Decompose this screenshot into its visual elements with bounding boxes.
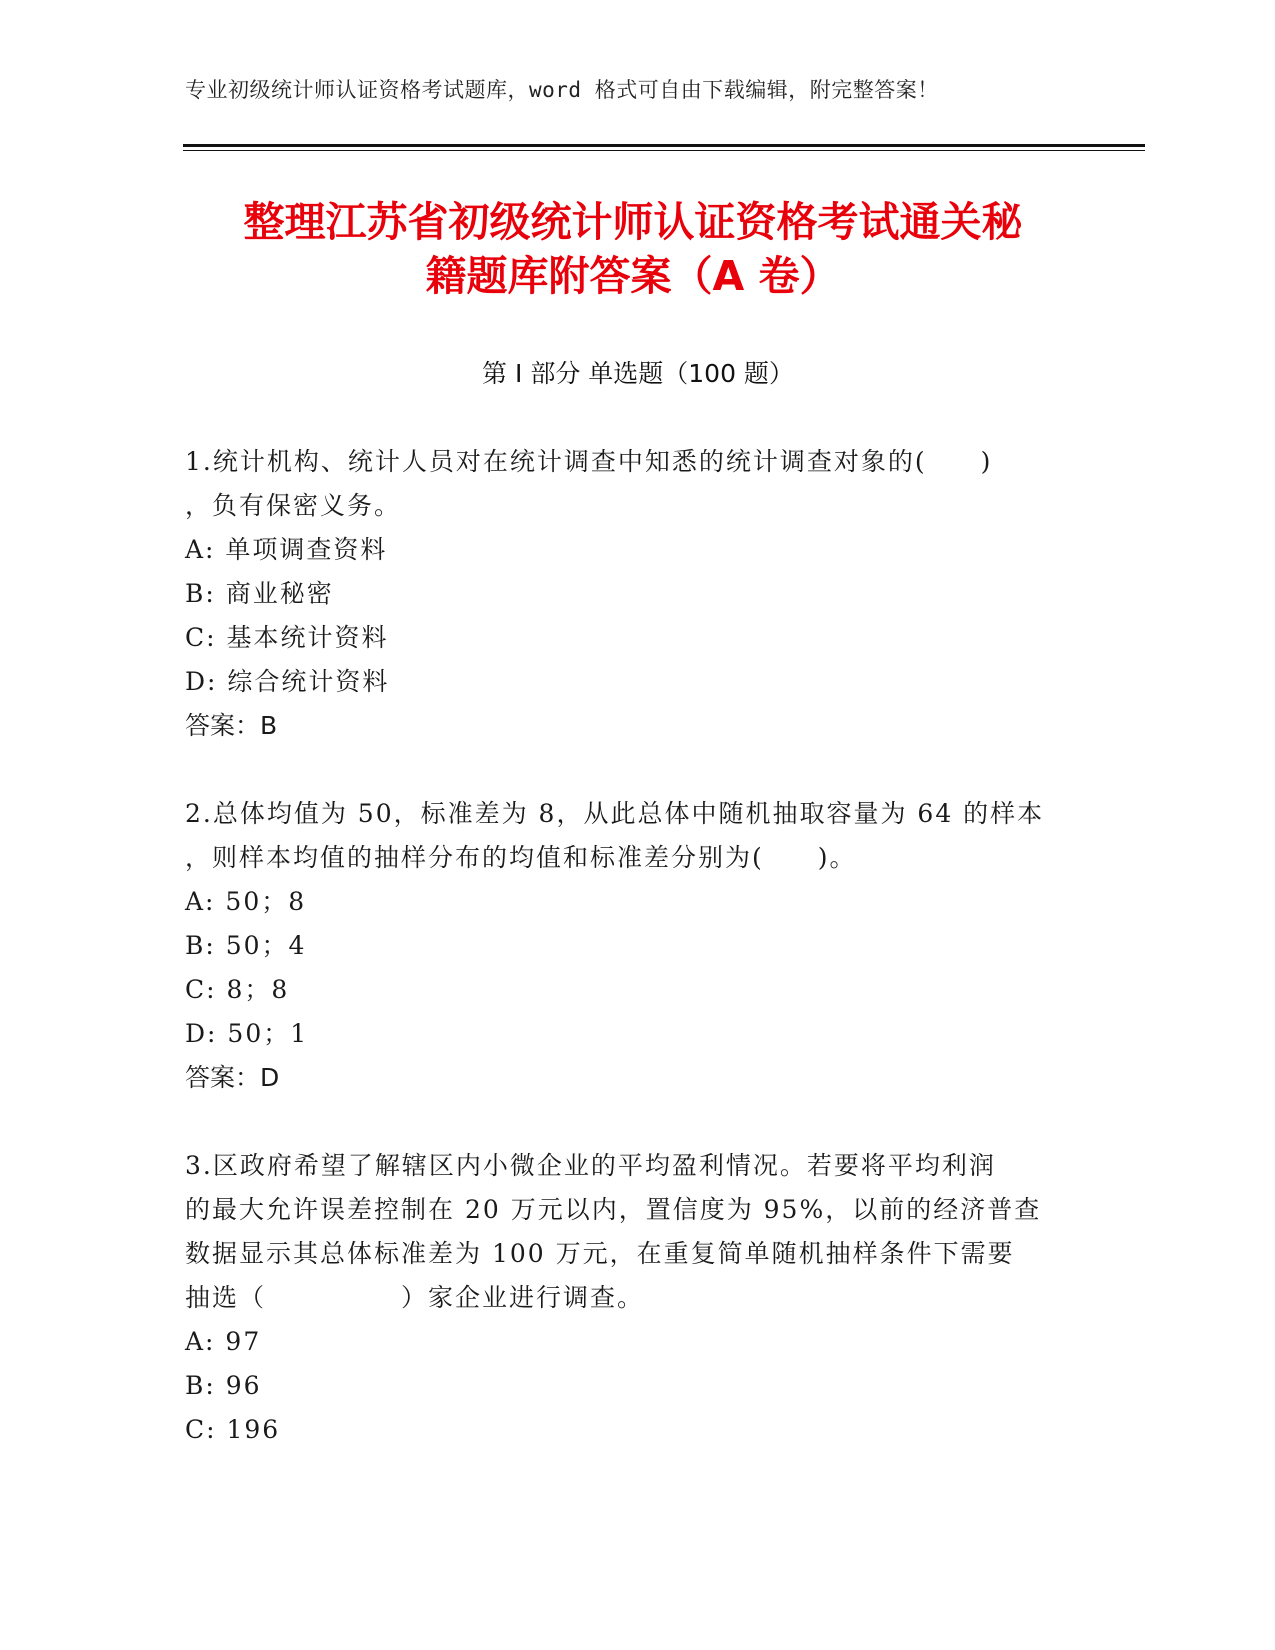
option-b: B: 50；4 [185, 931, 307, 960]
title-line-1: 整理江苏省初级统计师认证资格考试通关秘 [243, 198, 1023, 246]
question-stem-line: ，则样本均值的抽样分布的均值和标准差分别为( )。 [185, 843, 857, 872]
question-stem-line: ，负有保密义务。 [185, 491, 402, 520]
option-b: B: 商业秘密 [185, 579, 334, 608]
question-list [185, 440, 1065, 1496]
question-2 [185, 792, 1065, 1100]
option-a: A: 50；8 [185, 887, 307, 916]
question-stem-line: 2.总体均值为 50，标准差为 8，从此总体中随机抽取容量为 64 的样本 [185, 799, 1045, 828]
document-title [183, 195, 1083, 303]
option-a: A: 单项调查资料 [185, 535, 388, 564]
question-stem-line: 3.区政府希望了解辖区内小微企业的平均盈利情况。若要将平均利润 [185, 1151, 996, 1180]
question-stem-line: 抽选（ ）家企业进行调查。 [185, 1283, 645, 1312]
option-c: C: 基本统计资料 [185, 623, 389, 652]
answer: 答案：B [185, 711, 278, 740]
option-c: C: 196 [185, 1415, 281, 1444]
question-stem-line: 的最大允许误差控制在 20 万元以内，置信度为 95%，以前的经济普查 [185, 1195, 1042, 1224]
question-1 [185, 440, 1065, 748]
question-3 [185, 1144, 1065, 1452]
header-rule-thin [183, 150, 1145, 151]
answer: 答案：D [185, 1063, 280, 1092]
header-note: 专业初级统计师认证资格考试题库，word 格式可自由下载编辑，附完整答案！ [185, 78, 939, 102]
option-d: D: 综合统计资料 [185, 667, 390, 696]
question-stem-line: 数据显示其总体标准差为 100 万元，在重复简单随机抽样条件下需要 [185, 1239, 1015, 1268]
option-a: A: 97 [185, 1327, 262, 1356]
option-b: B: 96 [185, 1371, 262, 1400]
title-line-2: 籍题库附答案（A 卷） [425, 252, 841, 300]
option-d: D: 50；1 [185, 1019, 309, 1048]
section-heading: 第 I 部分 单选题（100 题） [482, 359, 794, 388]
option-c: C: 8；8 [185, 975, 290, 1004]
header-rule-thick [183, 144, 1145, 147]
question-stem-line: 1.统计机构、统计人员对在统计调查中知悉的统计调查对象的( ) [185, 447, 993, 476]
